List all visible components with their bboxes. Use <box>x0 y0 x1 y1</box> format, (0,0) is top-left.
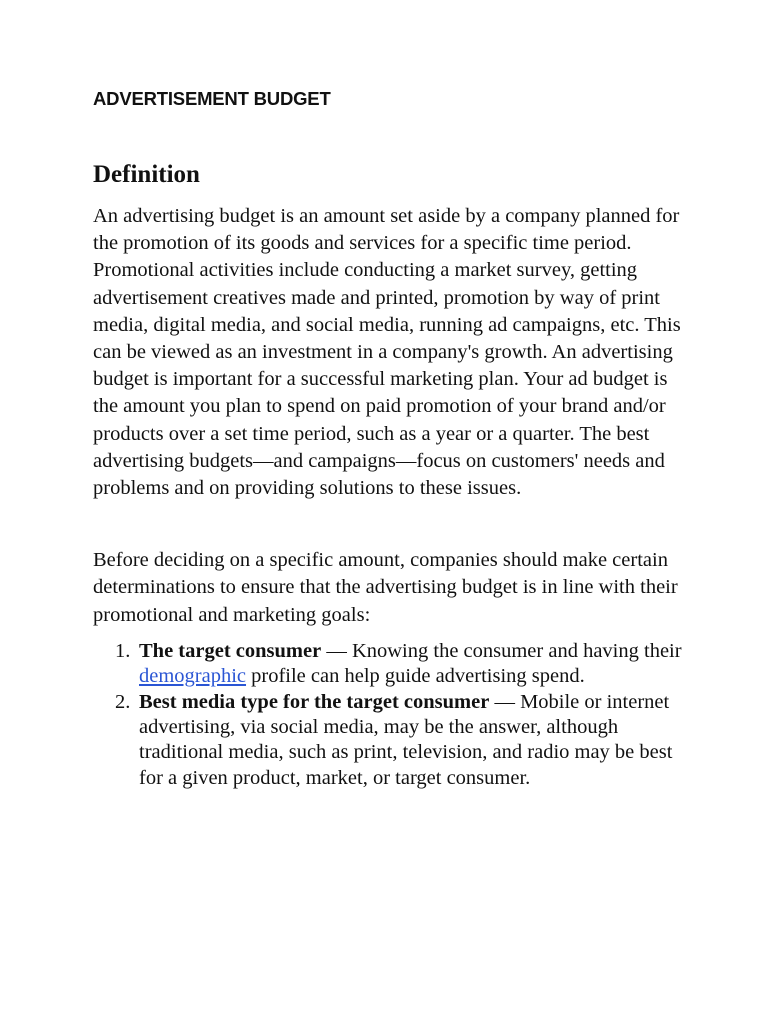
demographic-link[interactable]: demographic <box>139 665 247 688</box>
list-item-text: — Knowing the consumer and having their <box>321 639 682 662</box>
list-item-text: — Mobile or internet advertising, via social media, may be the answer, although traditional media, such as print, television, and radio may be best for a given product, market, or target consumer. <box>139 690 673 789</box>
definition-heading: Definition <box>93 161 200 188</box>
list-item <box>115 639 683 690</box>
document-page <box>93 86 683 791</box>
list-item-number: 2. <box>115 690 131 713</box>
list-item <box>115 690 683 792</box>
definition-paragraph: An advertising budget is an amount set aside by a company planned for the promotion of its goods and services for a specific time period. Promotional activities include conducting a market survey, getting advertisement creatives made and printed, promotion by way of print media, digital media, and social media, running ad campaigns, etc. This can be viewed as an investment in a company's growth. An advertising budget is important for a successful marketing plan. Your ad budget is the amount you plan to spend on paid promotion of your brand and/or products over a set time period, such as a year or a quarter. The best advertising budgets—and campaigns—focus on customers' needs and problems and on providing solutions to these issues. <box>93 205 681 500</box>
determinations-list <box>93 639 683 791</box>
list-item-bold: The target consumer <box>139 639 322 662</box>
list-item-bold: Best media type for the target consumer <box>139 690 490 713</box>
list-item-text: profile can help guide advertising spend. <box>246 665 585 688</box>
list-item-number: 1. <box>115 639 131 662</box>
document-title: ADVERTISEMENT BUDGET <box>93 88 331 109</box>
intro-paragraph: Before deciding on a specific amount, companies should make certain determinations to ensure that the advertising budget is in line with their promotional and marketing goals: <box>93 549 678 626</box>
